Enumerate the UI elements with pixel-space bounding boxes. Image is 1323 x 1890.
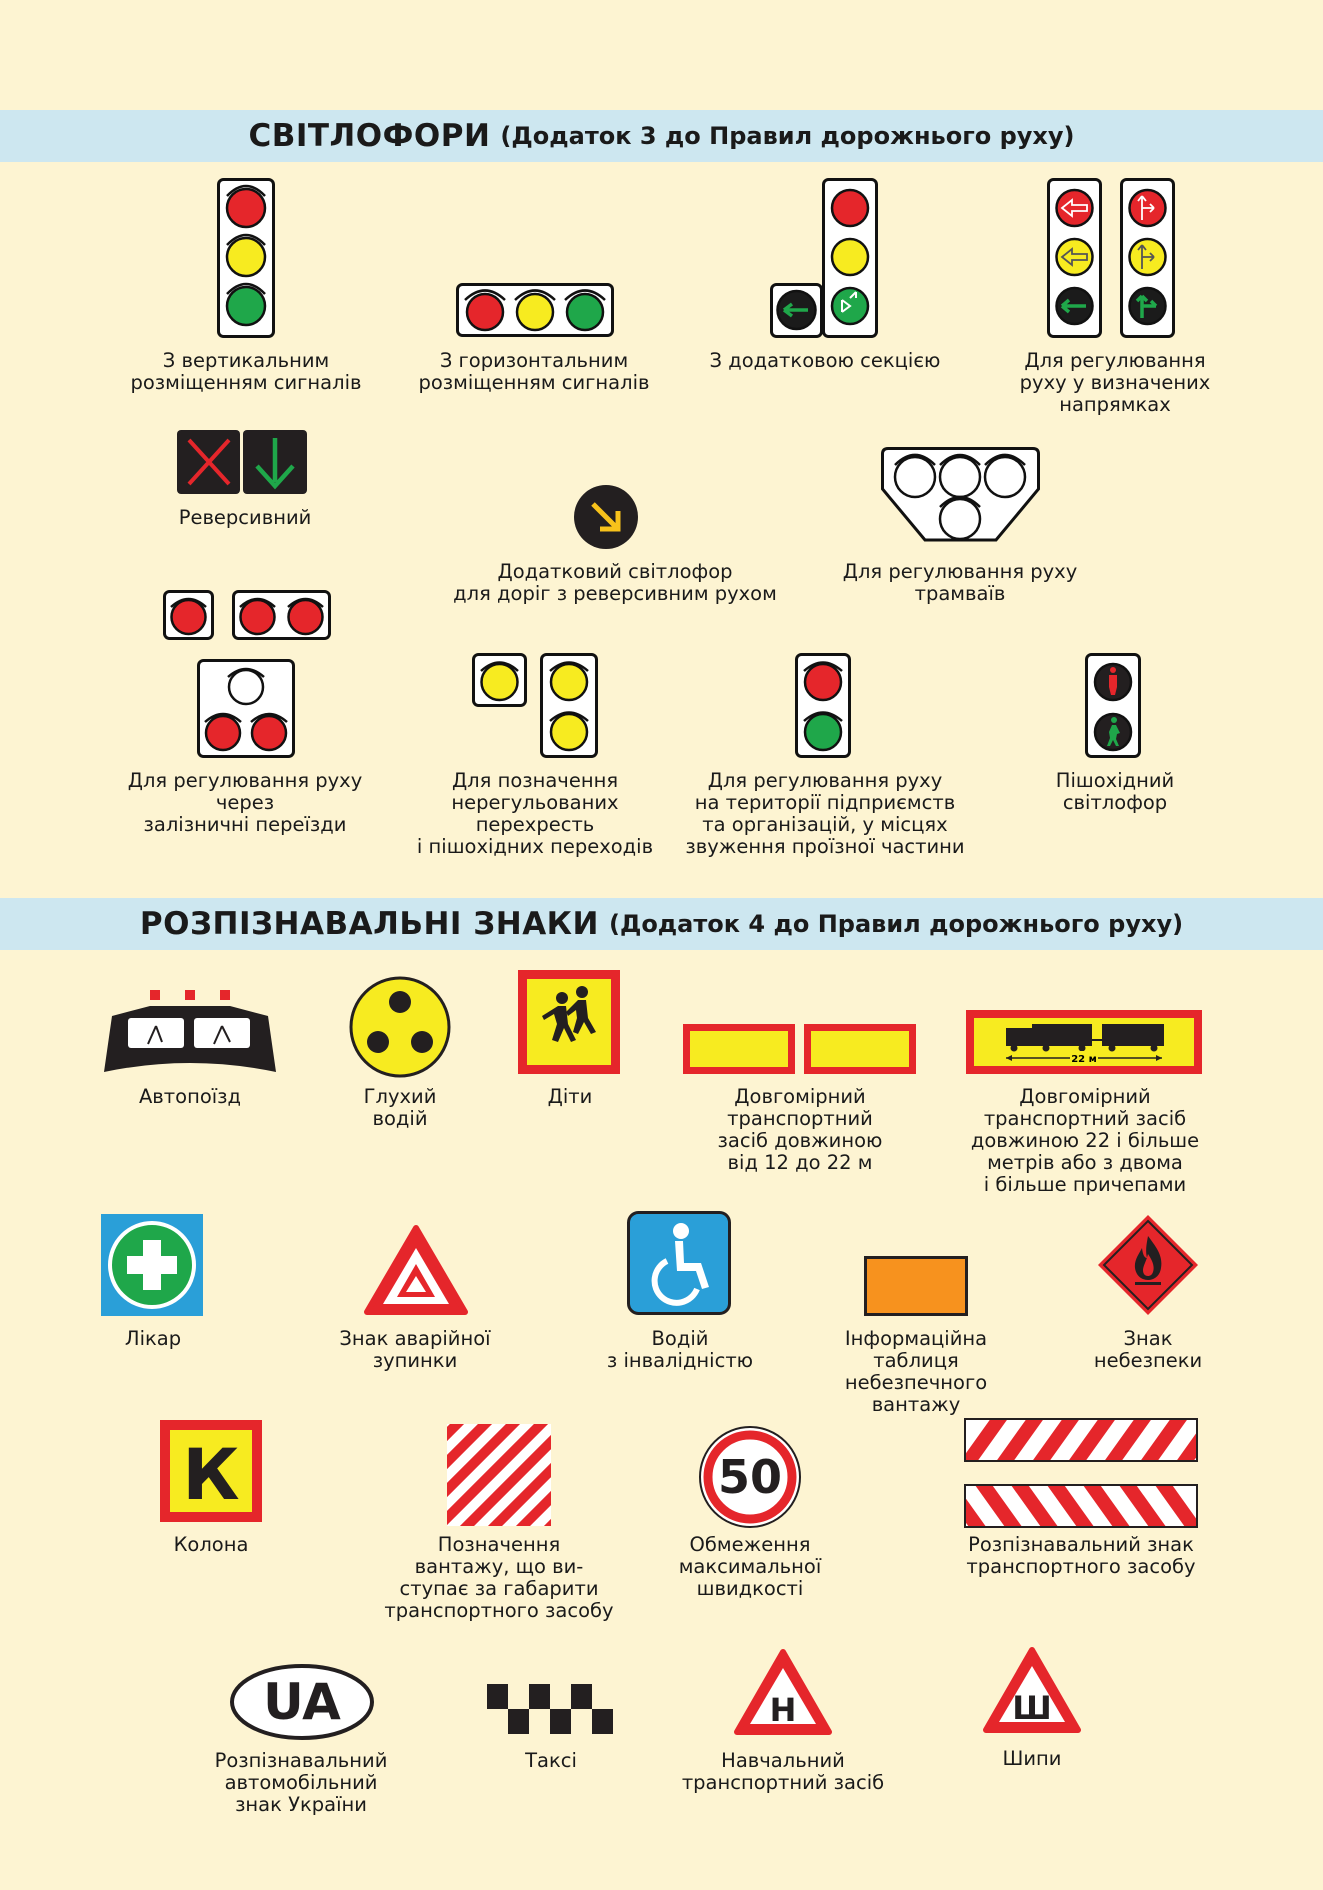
enterprise-traffic-light-icon <box>795 653 851 758</box>
learner-letter: Н <box>769 1691 797 1729</box>
hazard-info-table-icon <box>864 1256 968 1316</box>
tram-traffic-light-icon <box>881 447 1040 543</box>
pedestrian-traffic-light-icon <box>1085 653 1141 758</box>
caption-disabled-driver: Водій з інвалідністю <box>606 1327 754 1372</box>
length-mark-label: 22 м <box>1071 1054 1097 1065</box>
caption-tram: Для регулювання руху трамваїв <box>842 560 1078 605</box>
section-title: РОЗПІЗНАВАЛЬНІ ЗНАКИ <box>139 906 599 942</box>
caption-taxi: Таксі <box>525 1749 577 1772</box>
speed-limit-sign-icon <box>699 1426 801 1528</box>
caption-road-train: Автопоїзд <box>138 1085 242 1108</box>
caption-doctor: Лікар <box>124 1327 182 1350</box>
caption-directional: Для регулювання руху у визначених напрямках <box>1019 349 1211 416</box>
long-vehicle-22-sign-icon <box>966 1010 1202 1074</box>
speed-value: 50 <box>717 1450 783 1504</box>
danger-sign-icon <box>1097 1214 1199 1316</box>
caption-ua-sign: Розпізнавальний автомобільний знак України <box>214 1749 388 1816</box>
overhang-cargo-sign-icon <box>447 1424 551 1526</box>
section-subtitle: (Додаток 3 до Правил дорожнього руху) <box>500 122 1075 150</box>
caption-enterprise: Для регулювання руху на території підприємств та організацій, у місцях звуження проїзної частини <box>685 769 965 858</box>
caption-unregulated: Для позначення нерегульованих перехресть і пішохідних переходів <box>416 769 654 858</box>
convoy-letter: К <box>182 1434 240 1516</box>
reversible-extra-light-icon <box>573 484 639 550</box>
horizontal-traffic-light-icon <box>456 283 614 337</box>
convoy-sign-icon <box>160 1420 262 1522</box>
caption-danger: Знак небезпеки <box>1093 1327 1203 1372</box>
caption-extra-section: З додатковою секцією <box>709 349 941 372</box>
caption-vehicle-id: Розпізнавальний знак транспортного засобу <box>966 1533 1196 1578</box>
caption-railway: Для регулювання руху через залізничні переїзди <box>127 769 363 836</box>
caption-deaf-driver: Глухий водій <box>363 1085 437 1130</box>
caption-children: Діти <box>547 1085 593 1108</box>
learner-sign-icon <box>734 1648 832 1736</box>
caption-learner: Навчальний транспортний засіб <box>681 1749 885 1794</box>
caption-convoy: Колона <box>173 1533 249 1556</box>
extra-section-traffic-light-icon <box>770 178 878 338</box>
caption-long-vehicle-22: Довгомірний транспортний засіб довжиною 22 і більше метрів або з двома і більше причепами <box>970 1085 1200 1196</box>
vertical-traffic-light-icon <box>217 178 275 338</box>
section-subtitle: (Додаток 4 до Правил дорожнього руху) <box>608 910 1184 938</box>
studs-sign-icon <box>983 1646 1081 1734</box>
doctor-sign-icon <box>101 1214 203 1316</box>
long-vehicle-sign-icon <box>683 1024 916 1074</box>
disabled-driver-sign-icon <box>627 1211 731 1315</box>
caption-hazard-table: Інформаційна таблиця небезпечного вантажу <box>844 1327 988 1416</box>
road-train-sign-icon <box>104 990 276 1072</box>
reversible-traffic-light-icon <box>177 430 307 494</box>
emergency-stop-sign-icon <box>364 1224 468 1316</box>
section-title: СВІТЛОФОРИ <box>248 118 491 154</box>
railway-crossing-light-icon <box>163 590 331 758</box>
vehicle-id-sign-icon <box>964 1418 1198 1528</box>
deaf-driver-sign-icon <box>349 976 451 1078</box>
caption-overhang-cargo: Позначення вантажу, що ви- ступає за габарити транспортного засобу <box>384 1533 614 1622</box>
caption-reversible-extra: Додатковий світлофор для доріг з реверсивним рухом <box>453 560 777 605</box>
taxi-sign-icon <box>487 1684 615 1734</box>
children-sign-icon <box>518 970 620 1074</box>
caption-pedestrian: Пішохідний світлофор <box>1055 769 1175 814</box>
caption-long-vehicle: Довгомірний транспортний засіб довжиною від 12 до 22 м <box>717 1085 883 1174</box>
caption-studs: Шипи <box>1002 1747 1062 1770</box>
ua-country-sign-icon <box>230 1664 374 1740</box>
ua-text: UA <box>263 1673 341 1731</box>
caption-reversible: Реверсивний <box>178 506 312 529</box>
studs-letter: Ш <box>1012 1689 1052 1727</box>
caption-speed-limit: Обмеження максимальної швидкості <box>678 1533 822 1600</box>
section-header-signs <box>0 898 1323 950</box>
caption-emergency-stop: Знак аварійної зупинки <box>339 1327 491 1372</box>
caption-horizontal: З горизонтальним розміщенням сигналів <box>418 349 650 394</box>
section-header-traffic-lights <box>0 110 1323 162</box>
caption-vertical: З вертикальним розміщенням сигналів <box>130 349 362 394</box>
directional-traffic-light-icon <box>1047 178 1177 338</box>
unregulated-crossing-light-icon <box>472 653 598 758</box>
